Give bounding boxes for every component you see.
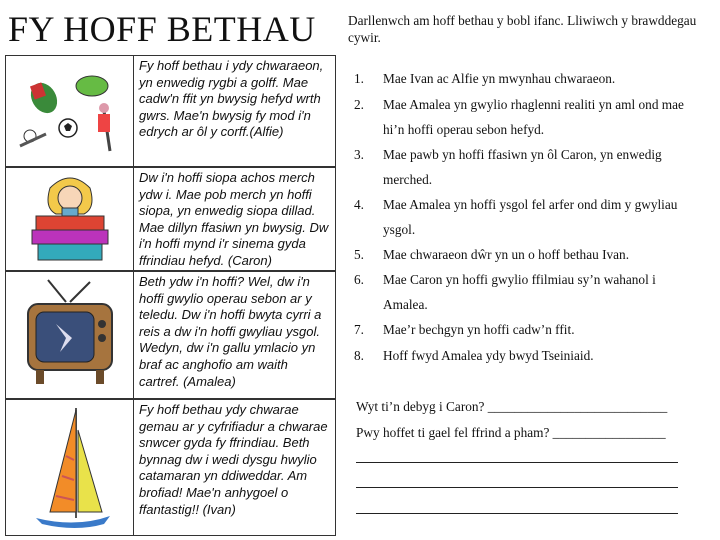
statement-number: 4. <box>354 197 364 212</box>
card-amalea <box>5 271 336 399</box>
answer-line[interactable] <box>356 513 678 514</box>
statement-number: 1. <box>354 71 364 86</box>
card-text: Fy hoff bethau ydy chwarae gemau ar y cyfrifiadur a chwarae snwcer gyda fy ffrindiau. Beth bynnag dw i wedi dysgu hwylio catamaran yn ddiweddar. Am brofiad! Mae'n anhygoel o ffantastig!! (Ivan) <box>139 402 328 517</box>
sports-icon <box>6 56 134 166</box>
card-text: Dw i'n hoffi siopa achos merch ydw i. Mae pob merch yn hoffi siopa, yn enwedig siopa dillad. Mae dillyn ffasiwn yn bwysig. Dw i'n hoffi mynd i'r sinema gyda ffrindiau hefyd. (Caron) <box>139 170 329 268</box>
statement-number: 6. <box>354 272 364 287</box>
question-2: Pwy hoffet ti gael fel ffrind a pham? _________________ <box>356 425 666 440</box>
worksheet-title: FY HOFF BETHAU <box>8 9 316 49</box>
statement-number: 5. <box>354 247 364 262</box>
television-icon <box>6 272 134 398</box>
card-text: Fy hoff bethau i ydy chwaraeon, yn enwedig rygbi a golff. Mae cadw'n ffit yn bwysig hefyd wrth gwrs. Mae'n bwysig fy mod i'n edrych ar ôl y corff.(Alfie) <box>139 58 324 140</box>
statement-text: Mae’r bechgyn yn hoffi cadw’n ffit. <box>383 322 575 337</box>
card-picture <box>6 272 134 398</box>
shopping-girl-icon <box>6 168 134 270</box>
statement-text: Mae Amalea yn hoffi ysgol fel arfer ond dim y gwyliau ysgol. <box>383 197 678 237</box>
card-picture <box>6 400 134 535</box>
card-text: Beth ydw i'n hoffi? Wel, dw i'n hoffi gwylio operau sebon ar y teledu. Dw i'n hoffi bwyta cyrri a reis a dw i'n hoffi gwyliau ysgol. Wedyn, dw i'n gallu ymlacio yn braf ac anghofio am waith cartref. (Amalea) <box>139 274 322 389</box>
sailboat-icon <box>6 400 134 535</box>
question-1: Wyt ti’n debyg i Caron? ___________________________ <box>356 399 668 414</box>
statement-number: 8. <box>354 348 364 363</box>
statement-text: Mae Amalea yn gwylio rhaglenni realiti yn aml ond mae hi’n hoffi operau sebon hefyd. <box>383 97 684 137</box>
card-picture <box>6 56 134 166</box>
statement-text: Hoff fwyd Amalea ydy bwyd Tseiniaid. <box>383 348 594 363</box>
statement-text: Mae chwaraeon dŵr yn un o hoff bethau Ivan. <box>383 247 630 262</box>
statement-text: Mae Ivan ac Alfie yn mwynhau chwaraeon. <box>383 71 616 86</box>
statement-text: Mae pawb yn hoffi ffasiwn yn ôl Caron, yn enwedig merched. <box>383 147 662 187</box>
card-alfie <box>5 55 336 167</box>
statement-number: 2. <box>354 97 364 112</box>
statement-number: 7. <box>354 322 364 337</box>
answer-line[interactable] <box>356 462 678 463</box>
answer-line[interactable] <box>356 487 678 488</box>
card-caron <box>5 167 336 271</box>
statement-text: Mae Caron yn hoffi gwylio ffilmiau sy’n wahanol i Amalea. <box>383 272 656 312</box>
instructions-block <box>348 12 716 46</box>
statement-number: 3. <box>354 147 364 162</box>
card-picture <box>6 168 134 270</box>
card-ivan <box>5 399 336 536</box>
instructions: Darllenwch am hoff bethau y bobl ifanc. Lliwiwch y brawddegau cywir. <box>348 13 697 45</box>
